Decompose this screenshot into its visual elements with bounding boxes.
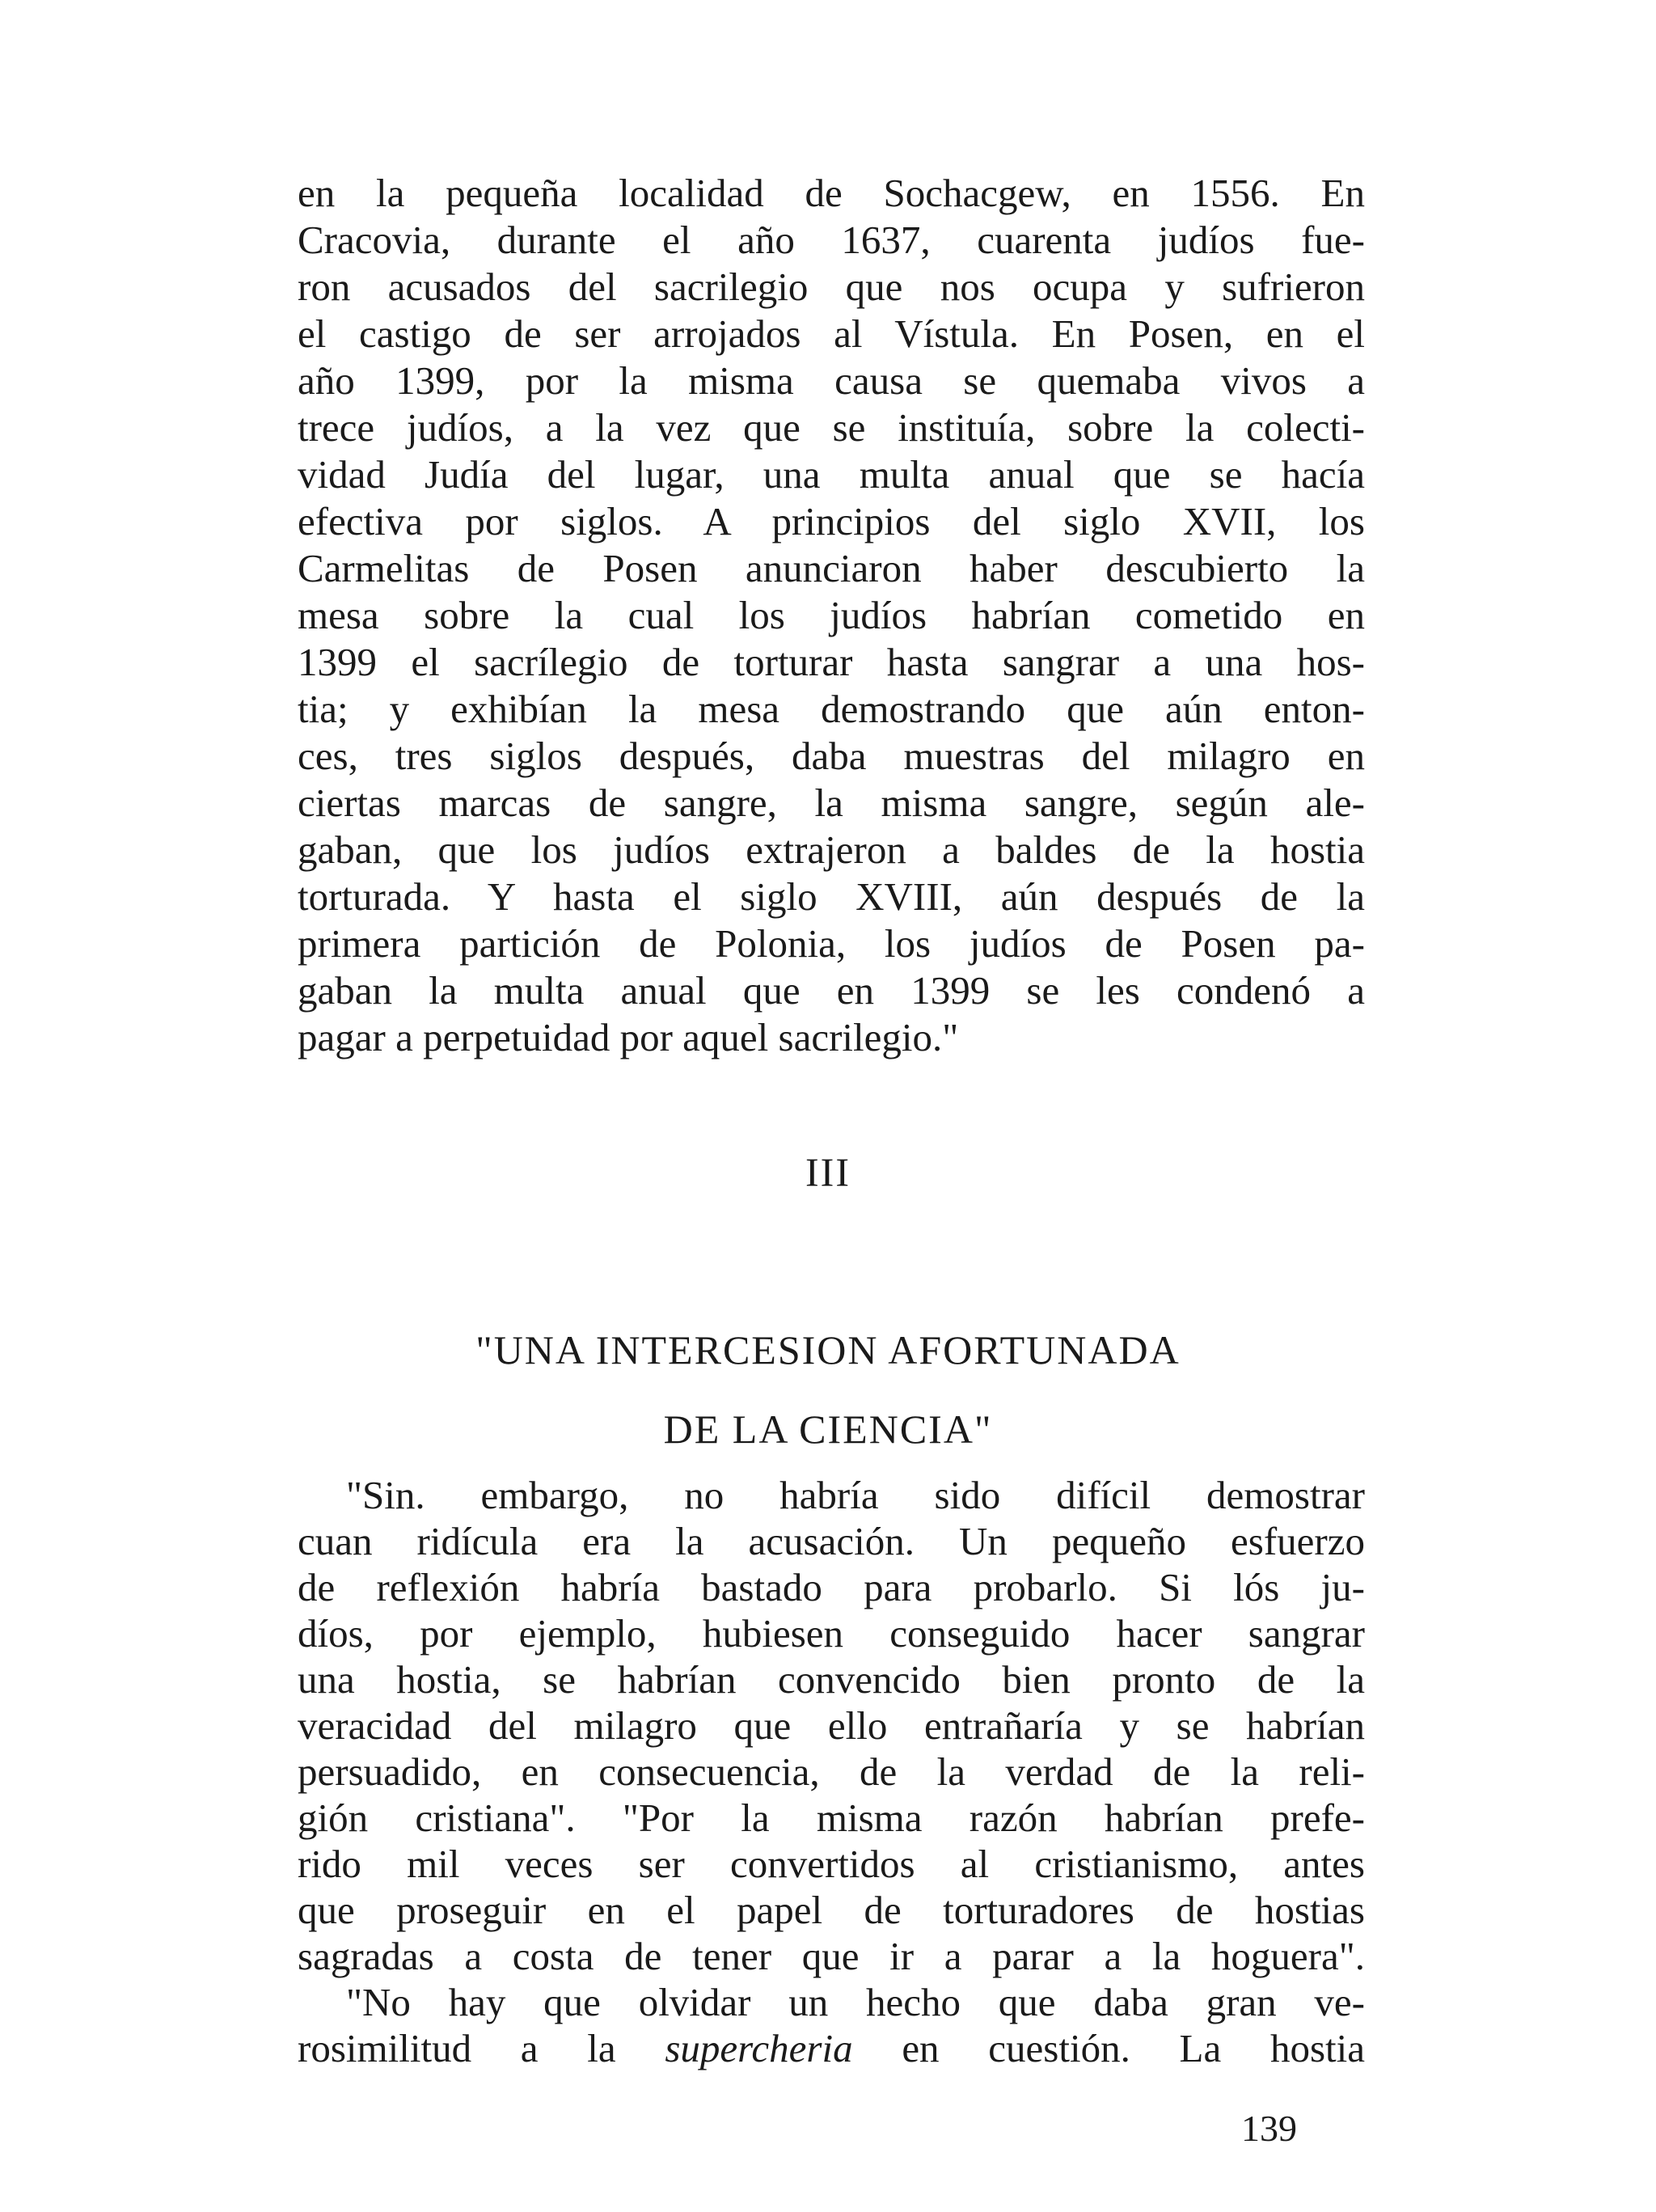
text-line [298, 2025, 1365, 2071]
text-line: mesa sobre la cual los judíos habrían cometido en [298, 593, 1365, 637]
text-line: cuan ridícula era la acusación. Un pequeño esfuerzo [298, 1519, 1365, 1563]
text-line: trece judíos, a la vez que se instituía, sobre la colecti- [298, 405, 1365, 450]
text-line: sagradas a costa de tener que ir a parar a la hoguera". [298, 1934, 1365, 1978]
section-title-line: DE LA CIENCIA" [663, 1406, 993, 1452]
text-line: primera partición de Polonia, los judíos de Posen pa- [298, 921, 1365, 966]
text-line: gión cristiana". "Por la misma razón habrían prefe- [298, 1795, 1365, 1840]
quote-paragraph [298, 170, 1365, 1061]
section-title-line: "UNA INTERCESION AFORTUNADA [475, 1327, 1181, 1372]
text-line: año 1399, por la misma causa se quemaba vivos a [298, 358, 1365, 403]
text-line: el castigo de ser arrojados al Vístula. En Posen, en el [298, 311, 1365, 356]
text-line: Carmelitas de Posen anunciaron haber descubierto la [298, 546, 1365, 590]
text-line: de reflexión habría bastado para probarlo. Si lós ju- [298, 1565, 1365, 1609]
text-line: "Sin. embargo, no habría sido difícil demostrar [346, 1473, 1365, 1517]
text-line: Cracovia, durante el año 1637, cuarenta judíos fue- [298, 218, 1365, 262]
text-line: en la pequeña localidad de Sochacgew, en 1556. En [298, 171, 1365, 215]
section-title [0, 1310, 1656, 1469]
text-line: pagar a perpetuidad por aquel sacrilegio." [298, 1015, 959, 1059]
text-line: veracidad del milagro que ello entrañaría y se habrían [298, 1703, 1365, 1748]
text-line: rido mil veces ser convertidos al cristianismo, antes [298, 1842, 1365, 1886]
italic-term: supercheria [665, 2026, 853, 2070]
page-number: 139 [1241, 2108, 1297, 2149]
text-line: persuadido, en consecuencia, de la verdad de la reli- [298, 1749, 1365, 1794]
text-line: tia; y exhibían la mesa demostrando que aún enton- [298, 687, 1365, 731]
text-line: gaban la multa anual que en 1399 se les condenó a [298, 968, 1365, 1013]
body-paragraph [298, 1472, 1365, 2071]
text-line: que proseguir en el papel de torturadores de hostias [298, 1888, 1365, 1932]
text-line: "No hay que olvidar un hecho que daba gran ve- [346, 1980, 1365, 2024]
text-line: ciertas marcas de sangre, la misma sangre, según ale- [298, 780, 1365, 825]
text-line: vidad Judía del lugar, una multa anual que se hacía [298, 452, 1365, 497]
text-line: torturada. Y hasta el siglo XVIII, aún después de la [298, 874, 1365, 919]
text-line: díos, por ejemplo, hubiesen conseguido hacer sangrar [298, 1611, 1365, 1656]
text-line: ron acusados del sacrilegio que nos ocupa y sufrieron [298, 264, 1365, 309]
text-fragment: en cuestión. La hostia [852, 2026, 1365, 2070]
text-line: gaban, que los judíos extrajeron a baldes de la hostia [298, 827, 1365, 872]
text-line: efectiva por siglos. A principios del siglo XVII, los [298, 499, 1365, 543]
text-line: una hostia, se habrían convencido bien pronto de la [298, 1657, 1365, 1702]
text-line: ces, tres siglos después, daba muestras del milagro en [298, 734, 1365, 778]
text-line: 1399 el sacrílegio de torturar hasta sangrar a una hos- [298, 640, 1365, 684]
text-fragment: rosimilitud a la [298, 2026, 665, 2070]
section-number: III [805, 1149, 851, 1195]
